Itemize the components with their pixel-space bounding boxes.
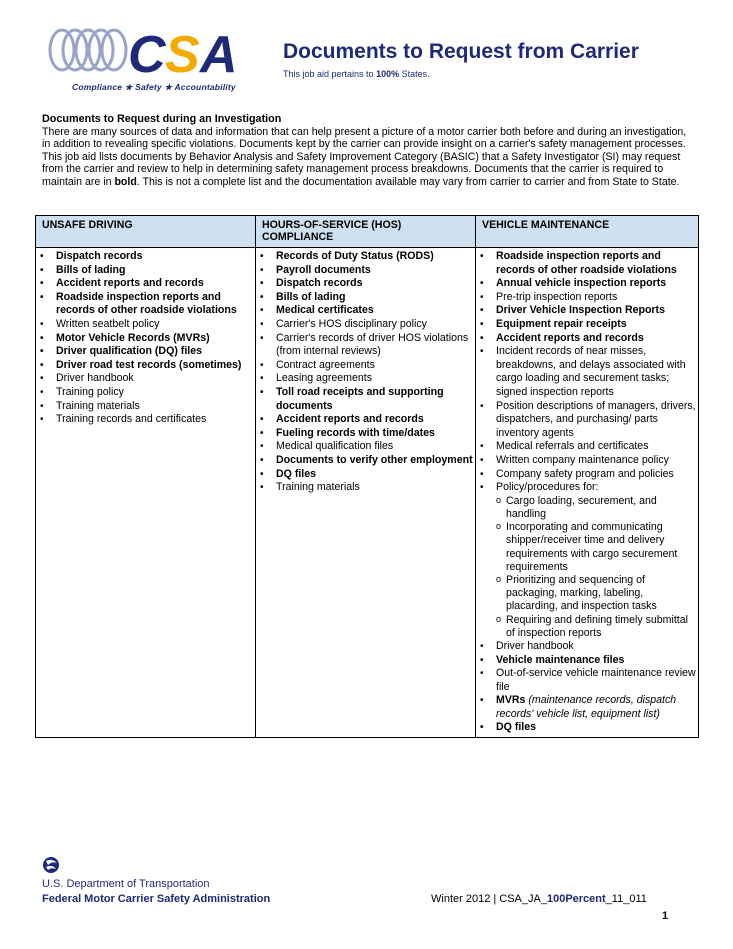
list-item: • Carrier's records of driver HOS violations (from internal reviews)	[258, 332, 473, 359]
sub-list-item: o Requiring and defining timely submittal of inspection reports	[496, 614, 696, 640]
list-item: • Training records and certificates	[38, 413, 253, 427]
list-item: • Dispatch records	[38, 250, 253, 264]
list-item: • Payroll documents	[258, 264, 473, 278]
sub-list-item: o Prioritizing and sequencing of packaging, marking, labeling, placarding, and inspection tasks	[496, 574, 696, 614]
list-item: • Carrier's HOS disciplinary policy	[258, 318, 473, 332]
list-item: • Bills of lading	[38, 264, 253, 278]
svg-text:C: C	[128, 26, 166, 84]
hos-column	[256, 248, 476, 738]
list-item: • Accident reports and records	[38, 277, 253, 291]
list-item: • Training materials	[38, 400, 253, 414]
list-item: • Documents to verify other employment	[258, 454, 473, 468]
list-item: • Driver qualification (DQ) files	[38, 345, 253, 359]
mvrs-note: (maintenance records, dispatch records' vehicle list, equipment list)	[496, 694, 677, 720]
list-item: • Accident reports and records	[258, 413, 473, 427]
page-title: Documents to Request from Carrier	[283, 40, 639, 63]
list-item: • Medical referrals and certificates	[478, 440, 696, 454]
footer-department: U.S. Department of Transportation	[42, 878, 210, 890]
list-item: • Policy/procedures for: o Cargo loading, securement, and handling o Incorporating and communicating shipper/receiver time and delivery requirements with cargo securement requirements o Prioritizing and sequencing of packaging, marking, labeling, placarding, and inspection tasks o Requiring and defining timely submittal of inspection reports	[478, 481, 696, 640]
list-item: • Driver road test records (sometimes)	[38, 359, 253, 373]
list-item: • MVRs (maintenance records, dispatch records' vehicle list, equipment list)	[478, 694, 696, 721]
list-item: • Training policy	[38, 386, 253, 400]
list-item: • Dispatch records	[258, 277, 473, 291]
logo-tagline: Compliance ★ Safety ★ Accountability	[72, 82, 236, 92]
list-item: • Training materials	[258, 481, 473, 495]
sub-list-item: o Cargo loading, securement, and handling	[496, 495, 696, 521]
intro-heading: Documents to Request during an Investigation	[42, 113, 282, 125]
svg-text:S: S	[165, 26, 200, 84]
list-item: • Driver handbook	[478, 640, 696, 654]
list-item: • Roadside inspection reports and records of other roadside violations	[38, 291, 253, 318]
list-item: • Company safety program and policies	[478, 468, 696, 482]
list-item: • Records of Duty Status (RODS)	[258, 250, 473, 264]
list-item: • Medical certificates	[258, 304, 473, 318]
list-item: • Vehicle maintenance files	[478, 654, 696, 668]
list-item: • Leasing agreements	[258, 372, 473, 386]
list-item: • Fueling records with time/dates	[258, 427, 473, 441]
dot-logo-icon	[42, 855, 64, 875]
list-item: • Motor Vehicle Records (MVRs)	[38, 332, 253, 346]
list-item: • Driver handbook	[38, 372, 253, 386]
list-item: • Out-of-service vehicle maintenance review file	[478, 667, 696, 694]
footer-agency: Federal Motor Carrier Safety Administration	[42, 893, 271, 905]
col-header-unsafe-driving: UNSAFE DRIVING	[36, 216, 256, 248]
svg-text:A: A	[200, 26, 238, 84]
list-item: • DQ files	[478, 721, 696, 735]
list-item: • Written seatbelt policy	[38, 318, 253, 332]
list-item: • Pre-trip inspection reports	[478, 291, 696, 305]
list-item: • Roadside inspection reports and records of other roadside violations	[478, 250, 696, 277]
intro-body: There are many sources of data and information that can help present a picture of a motor carrier both before and during an investigation, in addition to revealing specific violations. Documents kept by the carrier can provide insight on a carrier's safety management processes. This job aid lists documents by Behavior Analysis and Safety Improvement Category (BASIC) that a Safety Investigator (SI) may request from the carrier and review to help in determining safety management process breakdowns. Documents that the carrier is required to maintain are in bold. This is not a complete list and the documentation available may vary from carrier to carrier and from State to State.	[42, 125, 687, 188]
list-item: • Driver Vehicle Inspection Reports	[478, 304, 696, 318]
footer-doc-code: Winter 2012 | CSA_JA_100Percent_11_011	[431, 893, 647, 905]
vehicle-maintenance-column	[476, 248, 699, 738]
list-item: • Toll road receipts and supporting documents	[258, 386, 473, 413]
list-item: • Contract agreements	[258, 359, 473, 373]
list-item: • Bills of lading	[258, 291, 473, 305]
list-item: • Medical qualification files	[258, 440, 473, 454]
page-subtitle: This job aid pertains to 100% States.	[283, 69, 430, 79]
policy-sub-list	[496, 495, 696, 640]
list-item: • DQ files	[258, 468, 473, 482]
list-item: • Equipment repair receipts	[478, 318, 696, 332]
list-item: • Annual vehicle inspection reports	[478, 277, 696, 291]
list-item: • Written company maintenance policy	[478, 454, 696, 468]
col-header-vehicle-maintenance: VEHICLE MAINTENANCE	[476, 216, 699, 248]
documents-table	[35, 215, 699, 738]
col-header-hos: HOURS-OF-SERVICE (HOS) COMPLIANCE	[256, 216, 476, 248]
list-item: • Incident records of near misses, breakdowns, and delays associated with cargo loading and securement tasks; signed inspection reports	[478, 345, 696, 399]
list-item: • Position descriptions of managers, drivers, dispatchers, and purchasing/ parts inventory agents	[478, 400, 696, 441]
intro-section	[42, 113, 697, 189]
page-number: 1	[662, 910, 669, 922]
unsafe-driving-column	[36, 248, 256, 738]
sub-list-item: o Incorporating and communicating shipper/receiver time and delivery requirements with cargo securement requirements	[496, 521, 696, 574]
list-item: • Accident reports and records	[478, 332, 696, 346]
